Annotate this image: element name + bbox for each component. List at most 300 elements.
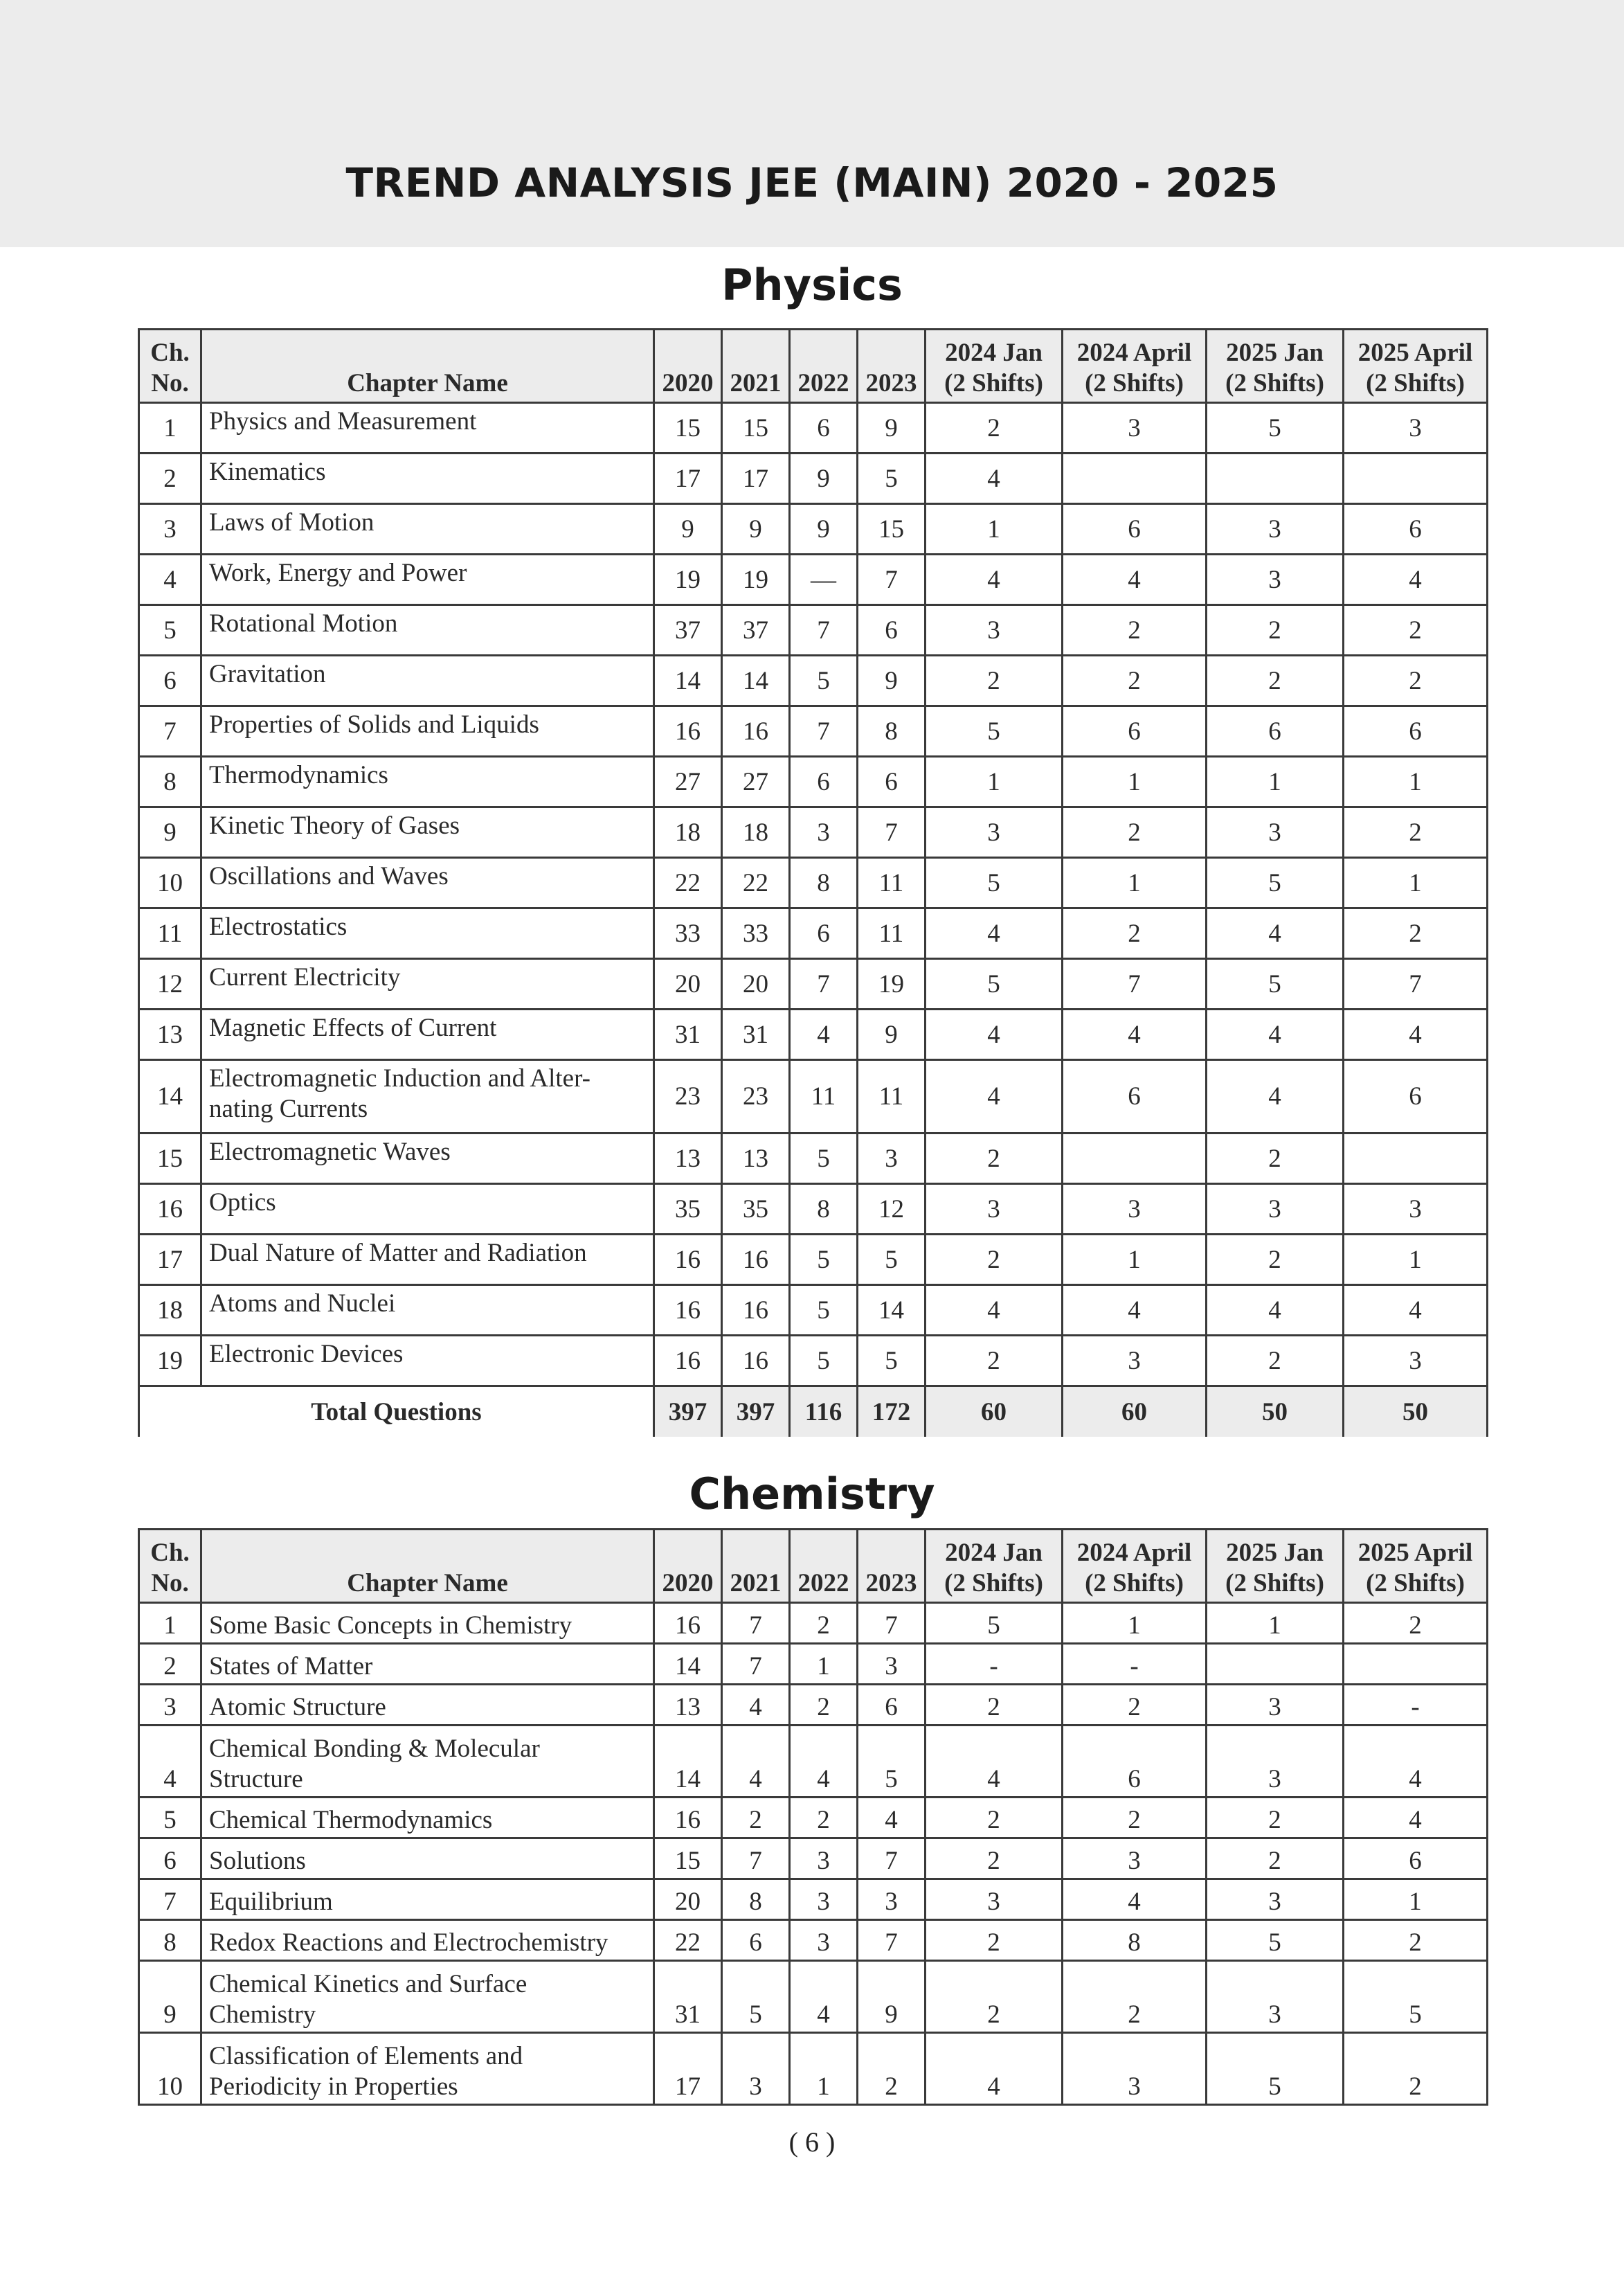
question-count: 35 bbox=[654, 1184, 722, 1235]
question-count: 4 bbox=[926, 1010, 1063, 1060]
physics-row bbox=[139, 605, 1488, 656]
col-2022: 2022 bbox=[790, 330, 858, 403]
question-count: 9 bbox=[858, 656, 926, 706]
question-count: 2 bbox=[1344, 1603, 1488, 1644]
question-count: 2 bbox=[1207, 1133, 1344, 1184]
col-2021: 2021 bbox=[722, 330, 790, 403]
question-count: 20 bbox=[654, 959, 722, 1010]
question-count: 13 bbox=[654, 1685, 722, 1726]
col-2024-april: 2024 April (2 Shifts) bbox=[1063, 330, 1207, 403]
question-count: 18 bbox=[722, 807, 790, 858]
question-count: 7 bbox=[790, 605, 858, 656]
question-count: 23 bbox=[722, 1060, 790, 1133]
question-count: 1 bbox=[1063, 757, 1207, 807]
question-count: 7 bbox=[1344, 959, 1488, 1010]
question-count: 7 bbox=[1063, 959, 1207, 1010]
physics-row bbox=[139, 1235, 1488, 1285]
question-count: 14 bbox=[722, 656, 790, 706]
question-count: 3 bbox=[1063, 2033, 1207, 2105]
question-count: 22 bbox=[654, 1920, 722, 1961]
question-count: 31 bbox=[654, 1961, 722, 2033]
col-2024-april: 2024 April (2 Shifts) bbox=[1063, 1530, 1207, 1603]
question-count bbox=[1207, 1644, 1344, 1685]
chapter-name: Electrostatics bbox=[201, 908, 654, 959]
physics-row bbox=[139, 757, 1488, 807]
question-count: 5 bbox=[1207, 403, 1344, 454]
question-count: 6 bbox=[1344, 504, 1488, 555]
question-count: 22 bbox=[722, 858, 790, 908]
question-count: 16 bbox=[722, 1336, 790, 1386]
question-count: 16 bbox=[654, 1603, 722, 1644]
question-count: 8 bbox=[858, 706, 926, 757]
physics-row bbox=[139, 1336, 1488, 1386]
question-count: 2 bbox=[1063, 605, 1207, 656]
question-count: 15 bbox=[654, 1838, 722, 1879]
question-count: 4 bbox=[1207, 1060, 1344, 1133]
chapter-number: 4 bbox=[139, 1726, 201, 1798]
question-count: 5 bbox=[1207, 858, 1344, 908]
chapter-name: Equilibrium bbox=[201, 1879, 654, 1920]
chemistry-row bbox=[139, 1961, 1488, 2033]
question-count: 7 bbox=[858, 555, 926, 605]
question-count: 3 bbox=[1207, 1726, 1344, 1798]
question-count: 6 bbox=[790, 757, 858, 807]
question-count: 2 bbox=[926, 403, 1063, 454]
question-count: 7 bbox=[858, 807, 926, 858]
question-count: 33 bbox=[722, 908, 790, 959]
question-count: 12 bbox=[858, 1184, 926, 1235]
question-count: 1 bbox=[1063, 1603, 1207, 1644]
question-count: 15 bbox=[858, 504, 926, 555]
col-2023: 2023 bbox=[858, 330, 926, 403]
question-count: 5 bbox=[790, 1336, 858, 1386]
question-count: 20 bbox=[722, 959, 790, 1010]
chapter-name: Classification of Elements and Periodicity in Properties bbox=[201, 2033, 654, 2105]
chemistry-row bbox=[139, 2033, 1488, 2105]
question-count: 3 bbox=[926, 605, 1063, 656]
question-count: 5 bbox=[926, 858, 1063, 908]
question-count: 4 bbox=[790, 1010, 858, 1060]
question-count: 19 bbox=[654, 555, 722, 605]
question-count: 3 bbox=[926, 1184, 1063, 1235]
question-count: - bbox=[1063, 1644, 1207, 1685]
question-count: 2 bbox=[790, 1798, 858, 1838]
question-count: 6 bbox=[790, 403, 858, 454]
total-questions-label: Total Questions bbox=[139, 1386, 654, 1437]
question-count: 16 bbox=[654, 1336, 722, 1386]
question-count: 2 bbox=[1207, 656, 1344, 706]
chapter-number: 1 bbox=[139, 1603, 201, 1644]
col-2025-jan: 2025 Jan (2 Shifts) bbox=[1207, 330, 1344, 403]
question-count: 9 bbox=[654, 504, 722, 555]
question-count: 1 bbox=[1063, 858, 1207, 908]
chemistry-row bbox=[139, 1726, 1488, 1798]
question-count: 4 bbox=[1344, 1798, 1488, 1838]
question-count: 3 bbox=[858, 1879, 926, 1920]
question-count: 20 bbox=[654, 1879, 722, 1920]
chapter-name: Laws of Motion bbox=[201, 504, 654, 555]
question-count: 1 bbox=[926, 504, 1063, 555]
physics-row bbox=[139, 1133, 1488, 1184]
question-count: 4 bbox=[926, 1726, 1063, 1798]
question-count: 33 bbox=[654, 908, 722, 959]
question-count: 3 bbox=[1344, 1184, 1488, 1235]
question-count: 1 bbox=[1207, 757, 1344, 807]
question-count: 9 bbox=[790, 454, 858, 504]
question-count: 3 bbox=[1207, 1961, 1344, 2033]
total-count: 50 bbox=[1344, 1386, 1488, 1437]
physics-row bbox=[139, 454, 1488, 504]
question-count: 6 bbox=[790, 908, 858, 959]
chapter-name: Oscillations and Waves bbox=[201, 858, 654, 908]
chapter-number: 6 bbox=[139, 656, 201, 706]
question-count: 4 bbox=[1344, 1285, 1488, 1336]
chapter-name: Chemical Kinetics and Surface Chemistry bbox=[201, 1961, 654, 2033]
question-count: 2 bbox=[926, 1798, 1063, 1838]
question-count: 6 bbox=[1063, 706, 1207, 757]
question-count: 3 bbox=[1207, 504, 1344, 555]
question-count: 6 bbox=[1207, 706, 1344, 757]
chemistry-row bbox=[139, 1603, 1488, 1644]
chapter-number: 11 bbox=[139, 908, 201, 959]
question-count: 2 bbox=[926, 656, 1063, 706]
col-ch-no: Ch. No. bbox=[139, 1530, 201, 1603]
question-count: 4 bbox=[926, 908, 1063, 959]
question-count: 5 bbox=[926, 1603, 1063, 1644]
physics-row bbox=[139, 959, 1488, 1010]
col-chapter-name: Chapter Name bbox=[201, 1530, 654, 1603]
question-count: 11 bbox=[858, 908, 926, 959]
question-count: 14 bbox=[654, 1726, 722, 1798]
chapter-number: 12 bbox=[139, 959, 201, 1010]
total-count: 60 bbox=[926, 1386, 1063, 1437]
question-count: 4 bbox=[926, 555, 1063, 605]
physics-total-row bbox=[139, 1386, 1488, 1437]
question-count: 17 bbox=[654, 454, 722, 504]
chemistry-table bbox=[138, 1528, 1488, 2106]
question-count: 3 bbox=[1063, 1336, 1207, 1386]
question-count: 4 bbox=[1207, 1010, 1344, 1060]
question-count: 4 bbox=[722, 1685, 790, 1726]
question-count: 4 bbox=[1344, 555, 1488, 605]
physics-heading: Physics bbox=[721, 260, 903, 310]
question-count: 6 bbox=[722, 1920, 790, 1961]
total-count: 397 bbox=[722, 1386, 790, 1437]
chapter-name: Physics and Measurement bbox=[201, 403, 654, 454]
chemistry-row bbox=[139, 1798, 1488, 1838]
chapter-name: Electronic Devices bbox=[201, 1336, 654, 1386]
col-2023: 2023 bbox=[858, 1530, 926, 1603]
chapter-number: 3 bbox=[139, 504, 201, 555]
question-count: - bbox=[926, 1644, 1063, 1685]
question-count: 5 bbox=[790, 1133, 858, 1184]
question-count bbox=[1344, 1133, 1488, 1184]
question-count: 16 bbox=[722, 1285, 790, 1336]
col-ch-no: Ch. No. bbox=[139, 330, 201, 403]
physics-row bbox=[139, 908, 1488, 959]
chapter-number: 16 bbox=[139, 1184, 201, 1235]
chapter-number: 14 bbox=[139, 1060, 201, 1133]
question-count: 3 bbox=[1207, 555, 1344, 605]
chapter-number: 17 bbox=[139, 1235, 201, 1285]
chapter-number: 9 bbox=[139, 807, 201, 858]
question-count: 9 bbox=[722, 504, 790, 555]
chemistry-header-row bbox=[139, 1530, 1488, 1603]
question-count: 8 bbox=[790, 858, 858, 908]
chapter-name: Thermodynamics bbox=[201, 757, 654, 807]
question-count: 3 bbox=[1344, 1336, 1488, 1386]
question-count: 3 bbox=[790, 1920, 858, 1961]
chemistry-heading: Chemistry bbox=[689, 1469, 935, 1519]
physics-header-row bbox=[139, 330, 1488, 403]
question-count bbox=[1344, 454, 1488, 504]
col-2024-jan: 2024 Jan (2 Shifts) bbox=[926, 330, 1063, 403]
question-count: 2 bbox=[1063, 807, 1207, 858]
chemistry-row bbox=[139, 1644, 1488, 1685]
physics-row bbox=[139, 807, 1488, 858]
chemistry-row bbox=[139, 1920, 1488, 1961]
chapter-name: Some Basic Concepts in Chemistry bbox=[201, 1603, 654, 1644]
question-count: 2 bbox=[1207, 605, 1344, 656]
question-count: 2 bbox=[926, 1961, 1063, 2033]
question-count: 14 bbox=[858, 1285, 926, 1336]
physics-row bbox=[139, 656, 1488, 706]
question-count: 31 bbox=[654, 1010, 722, 1060]
physics-row bbox=[139, 706, 1488, 757]
question-count: 16 bbox=[654, 1285, 722, 1336]
question-count: 15 bbox=[654, 403, 722, 454]
question-count: 1 bbox=[1207, 1603, 1344, 1644]
question-count: 3 bbox=[1344, 403, 1488, 454]
question-count: 7 bbox=[858, 1920, 926, 1961]
chapter-number: 10 bbox=[139, 858, 201, 908]
question-count: 3 bbox=[858, 1133, 926, 1184]
question-count: 2 bbox=[1344, 807, 1488, 858]
question-count: 11 bbox=[790, 1060, 858, 1133]
question-count: 27 bbox=[654, 757, 722, 807]
chapter-name: Work, Energy and Power bbox=[201, 555, 654, 605]
question-count: 27 bbox=[722, 757, 790, 807]
chapter-name: Electromagnetic Induction and Alter- nating Currents bbox=[201, 1060, 654, 1133]
question-count: 5 bbox=[722, 1961, 790, 2033]
question-count: 5 bbox=[926, 706, 1063, 757]
total-count: 60 bbox=[1063, 1386, 1207, 1437]
physics-row bbox=[139, 1060, 1488, 1133]
question-count: 1 bbox=[1344, 757, 1488, 807]
question-count: 6 bbox=[1344, 1060, 1488, 1133]
question-count: 3 bbox=[1207, 1685, 1344, 1726]
question-count: 6 bbox=[1063, 1060, 1207, 1133]
question-count: 2 bbox=[1207, 1838, 1344, 1879]
chapter-number: 7 bbox=[139, 1879, 201, 1920]
chemistry-row bbox=[139, 1879, 1488, 1920]
question-count: 1 bbox=[926, 757, 1063, 807]
chapter-name: Atoms and Nuclei bbox=[201, 1285, 654, 1336]
question-count: 9 bbox=[858, 1961, 926, 2033]
question-count bbox=[1063, 1133, 1207, 1184]
question-count: 11 bbox=[858, 858, 926, 908]
question-count: 4 bbox=[722, 1726, 790, 1798]
physics-row bbox=[139, 858, 1488, 908]
chapter-number: 2 bbox=[139, 454, 201, 504]
question-count: 5 bbox=[1207, 2033, 1344, 2105]
question-count: 2 bbox=[790, 1603, 858, 1644]
chapter-number: 6 bbox=[139, 1838, 201, 1879]
question-count: 1 bbox=[1344, 858, 1488, 908]
question-count: 7 bbox=[858, 1838, 926, 1879]
question-count: 2 bbox=[1344, 605, 1488, 656]
chapter-number: 10 bbox=[139, 2033, 201, 2105]
question-count: 5 bbox=[790, 1235, 858, 1285]
question-count: 2 bbox=[1063, 656, 1207, 706]
question-count: 3 bbox=[1063, 403, 1207, 454]
chapter-name: Current Electricity bbox=[201, 959, 654, 1010]
physics-table bbox=[138, 328, 1488, 1437]
question-count: 1 bbox=[1344, 1235, 1488, 1285]
question-count: 6 bbox=[1344, 706, 1488, 757]
question-count: 2 bbox=[926, 1235, 1063, 1285]
question-count: 9 bbox=[858, 403, 926, 454]
question-count: 4 bbox=[926, 454, 1063, 504]
chapter-name: Optics bbox=[201, 1184, 654, 1235]
question-count: 31 bbox=[722, 1010, 790, 1060]
question-count: 8 bbox=[1063, 1920, 1207, 1961]
col-2025-april: 2025 April (2 Shifts) bbox=[1344, 330, 1488, 403]
chapter-number: 18 bbox=[139, 1285, 201, 1336]
question-count bbox=[1207, 454, 1344, 504]
question-count: 4 bbox=[926, 1285, 1063, 1336]
question-count: 4 bbox=[790, 1961, 858, 2033]
chapter-name: Solutions bbox=[201, 1838, 654, 1879]
question-count: 1 bbox=[790, 2033, 858, 2105]
question-count: 18 bbox=[654, 807, 722, 858]
question-count: 2 bbox=[1344, 908, 1488, 959]
question-count: 2 bbox=[722, 1798, 790, 1838]
chapter-number: 7 bbox=[139, 706, 201, 757]
question-count: 1 bbox=[790, 1644, 858, 1685]
question-count: 2 bbox=[790, 1685, 858, 1726]
page-number: ( 6 ) bbox=[788, 2126, 836, 2158]
total-count: 50 bbox=[1207, 1386, 1344, 1437]
question-count: 5 bbox=[858, 454, 926, 504]
question-count: 2 bbox=[1344, 656, 1488, 706]
col-2021: 2021 bbox=[722, 1530, 790, 1603]
question-count: 7 bbox=[722, 1644, 790, 1685]
question-count: 13 bbox=[654, 1133, 722, 1184]
question-count: 2 bbox=[926, 1336, 1063, 1386]
question-count: 5 bbox=[858, 1726, 926, 1798]
question-count: — bbox=[790, 555, 858, 605]
question-count: 4 bbox=[790, 1726, 858, 1798]
question-count: 4 bbox=[926, 1060, 1063, 1133]
chapter-number: 9 bbox=[139, 1961, 201, 2033]
question-count: 2 bbox=[858, 2033, 926, 2105]
question-count: 2 bbox=[926, 1838, 1063, 1879]
question-count: 16 bbox=[722, 706, 790, 757]
question-count: 2 bbox=[1063, 1685, 1207, 1726]
chapter-name: Chemical Bonding & Molecular Structure bbox=[201, 1726, 654, 1798]
question-count: 8 bbox=[722, 1879, 790, 1920]
question-count: 16 bbox=[654, 1235, 722, 1285]
question-count: 19 bbox=[858, 959, 926, 1010]
question-count: 13 bbox=[722, 1133, 790, 1184]
question-count: 3 bbox=[1063, 1838, 1207, 1879]
question-count: 2 bbox=[926, 1685, 1063, 1726]
chapter-name: Kinetic Theory of Gases bbox=[201, 807, 654, 858]
chapter-number: 8 bbox=[139, 757, 201, 807]
question-count: 2 bbox=[1063, 908, 1207, 959]
col-2020: 2020 bbox=[654, 330, 722, 403]
question-count: 7 bbox=[722, 1603, 790, 1644]
physics-row bbox=[139, 504, 1488, 555]
question-count: 4 bbox=[1063, 1010, 1207, 1060]
question-count: 4 bbox=[1344, 1726, 1488, 1798]
col-2024-jan: 2024 Jan (2 Shifts) bbox=[926, 1530, 1063, 1603]
question-count: 6 bbox=[858, 1685, 926, 1726]
chapter-number: 1 bbox=[139, 403, 201, 454]
question-count: 4 bbox=[858, 1798, 926, 1838]
chapter-number: 2 bbox=[139, 1644, 201, 1685]
question-count: 4 bbox=[1207, 1285, 1344, 1336]
question-count: 6 bbox=[858, 757, 926, 807]
chapter-name: States of Matter bbox=[201, 1644, 654, 1685]
chapter-name: Redox Reactions and Electrochemistry bbox=[201, 1920, 654, 1961]
question-count: 2 bbox=[1344, 1920, 1488, 1961]
question-count: 5 bbox=[1344, 1961, 1488, 2033]
question-count: 16 bbox=[722, 1235, 790, 1285]
question-count: 4 bbox=[1063, 555, 1207, 605]
question-count: 3 bbox=[1207, 1879, 1344, 1920]
question-count: 8 bbox=[790, 1184, 858, 1235]
question-count: 4 bbox=[1063, 1879, 1207, 1920]
question-count: 7 bbox=[790, 706, 858, 757]
chapter-number: 19 bbox=[139, 1336, 201, 1386]
question-count: 1 bbox=[1063, 1235, 1207, 1285]
question-count: 14 bbox=[654, 1644, 722, 1685]
question-count: 3 bbox=[790, 1838, 858, 1879]
question-count: 2 bbox=[1207, 1798, 1344, 1838]
question-count: 5 bbox=[1207, 1920, 1344, 1961]
question-count: 19 bbox=[722, 555, 790, 605]
question-count: 11 bbox=[858, 1060, 926, 1133]
question-count: 3 bbox=[1063, 1184, 1207, 1235]
physics-row bbox=[139, 403, 1488, 454]
question-count: 35 bbox=[722, 1184, 790, 1235]
chapter-name: Rotational Motion bbox=[201, 605, 654, 656]
question-count: 2 bbox=[1063, 1798, 1207, 1838]
question-count: 5 bbox=[790, 1285, 858, 1336]
chapter-number: 15 bbox=[139, 1133, 201, 1184]
page-title: TREND ANALYSIS JEE (MAIN) 2020 - 2025 bbox=[345, 159, 1279, 206]
chapter-number: 5 bbox=[139, 605, 201, 656]
question-count: 7 bbox=[790, 959, 858, 1010]
question-count: 15 bbox=[722, 403, 790, 454]
question-count: 37 bbox=[654, 605, 722, 656]
question-count: 4 bbox=[926, 2033, 1063, 2105]
question-count: 3 bbox=[858, 1644, 926, 1685]
col-chapter-name: Chapter Name bbox=[201, 330, 654, 403]
physics-row bbox=[139, 1184, 1488, 1235]
question-count: 4 bbox=[1063, 1285, 1207, 1336]
physics-row bbox=[139, 1010, 1488, 1060]
question-count: 17 bbox=[654, 2033, 722, 2105]
question-count: 9 bbox=[790, 504, 858, 555]
question-count: 3 bbox=[926, 807, 1063, 858]
chapter-name: Kinematics bbox=[201, 454, 654, 504]
question-count: 3 bbox=[790, 1879, 858, 1920]
question-count: 6 bbox=[1063, 1726, 1207, 1798]
chapter-name: Atomic Structure bbox=[201, 1685, 654, 1726]
